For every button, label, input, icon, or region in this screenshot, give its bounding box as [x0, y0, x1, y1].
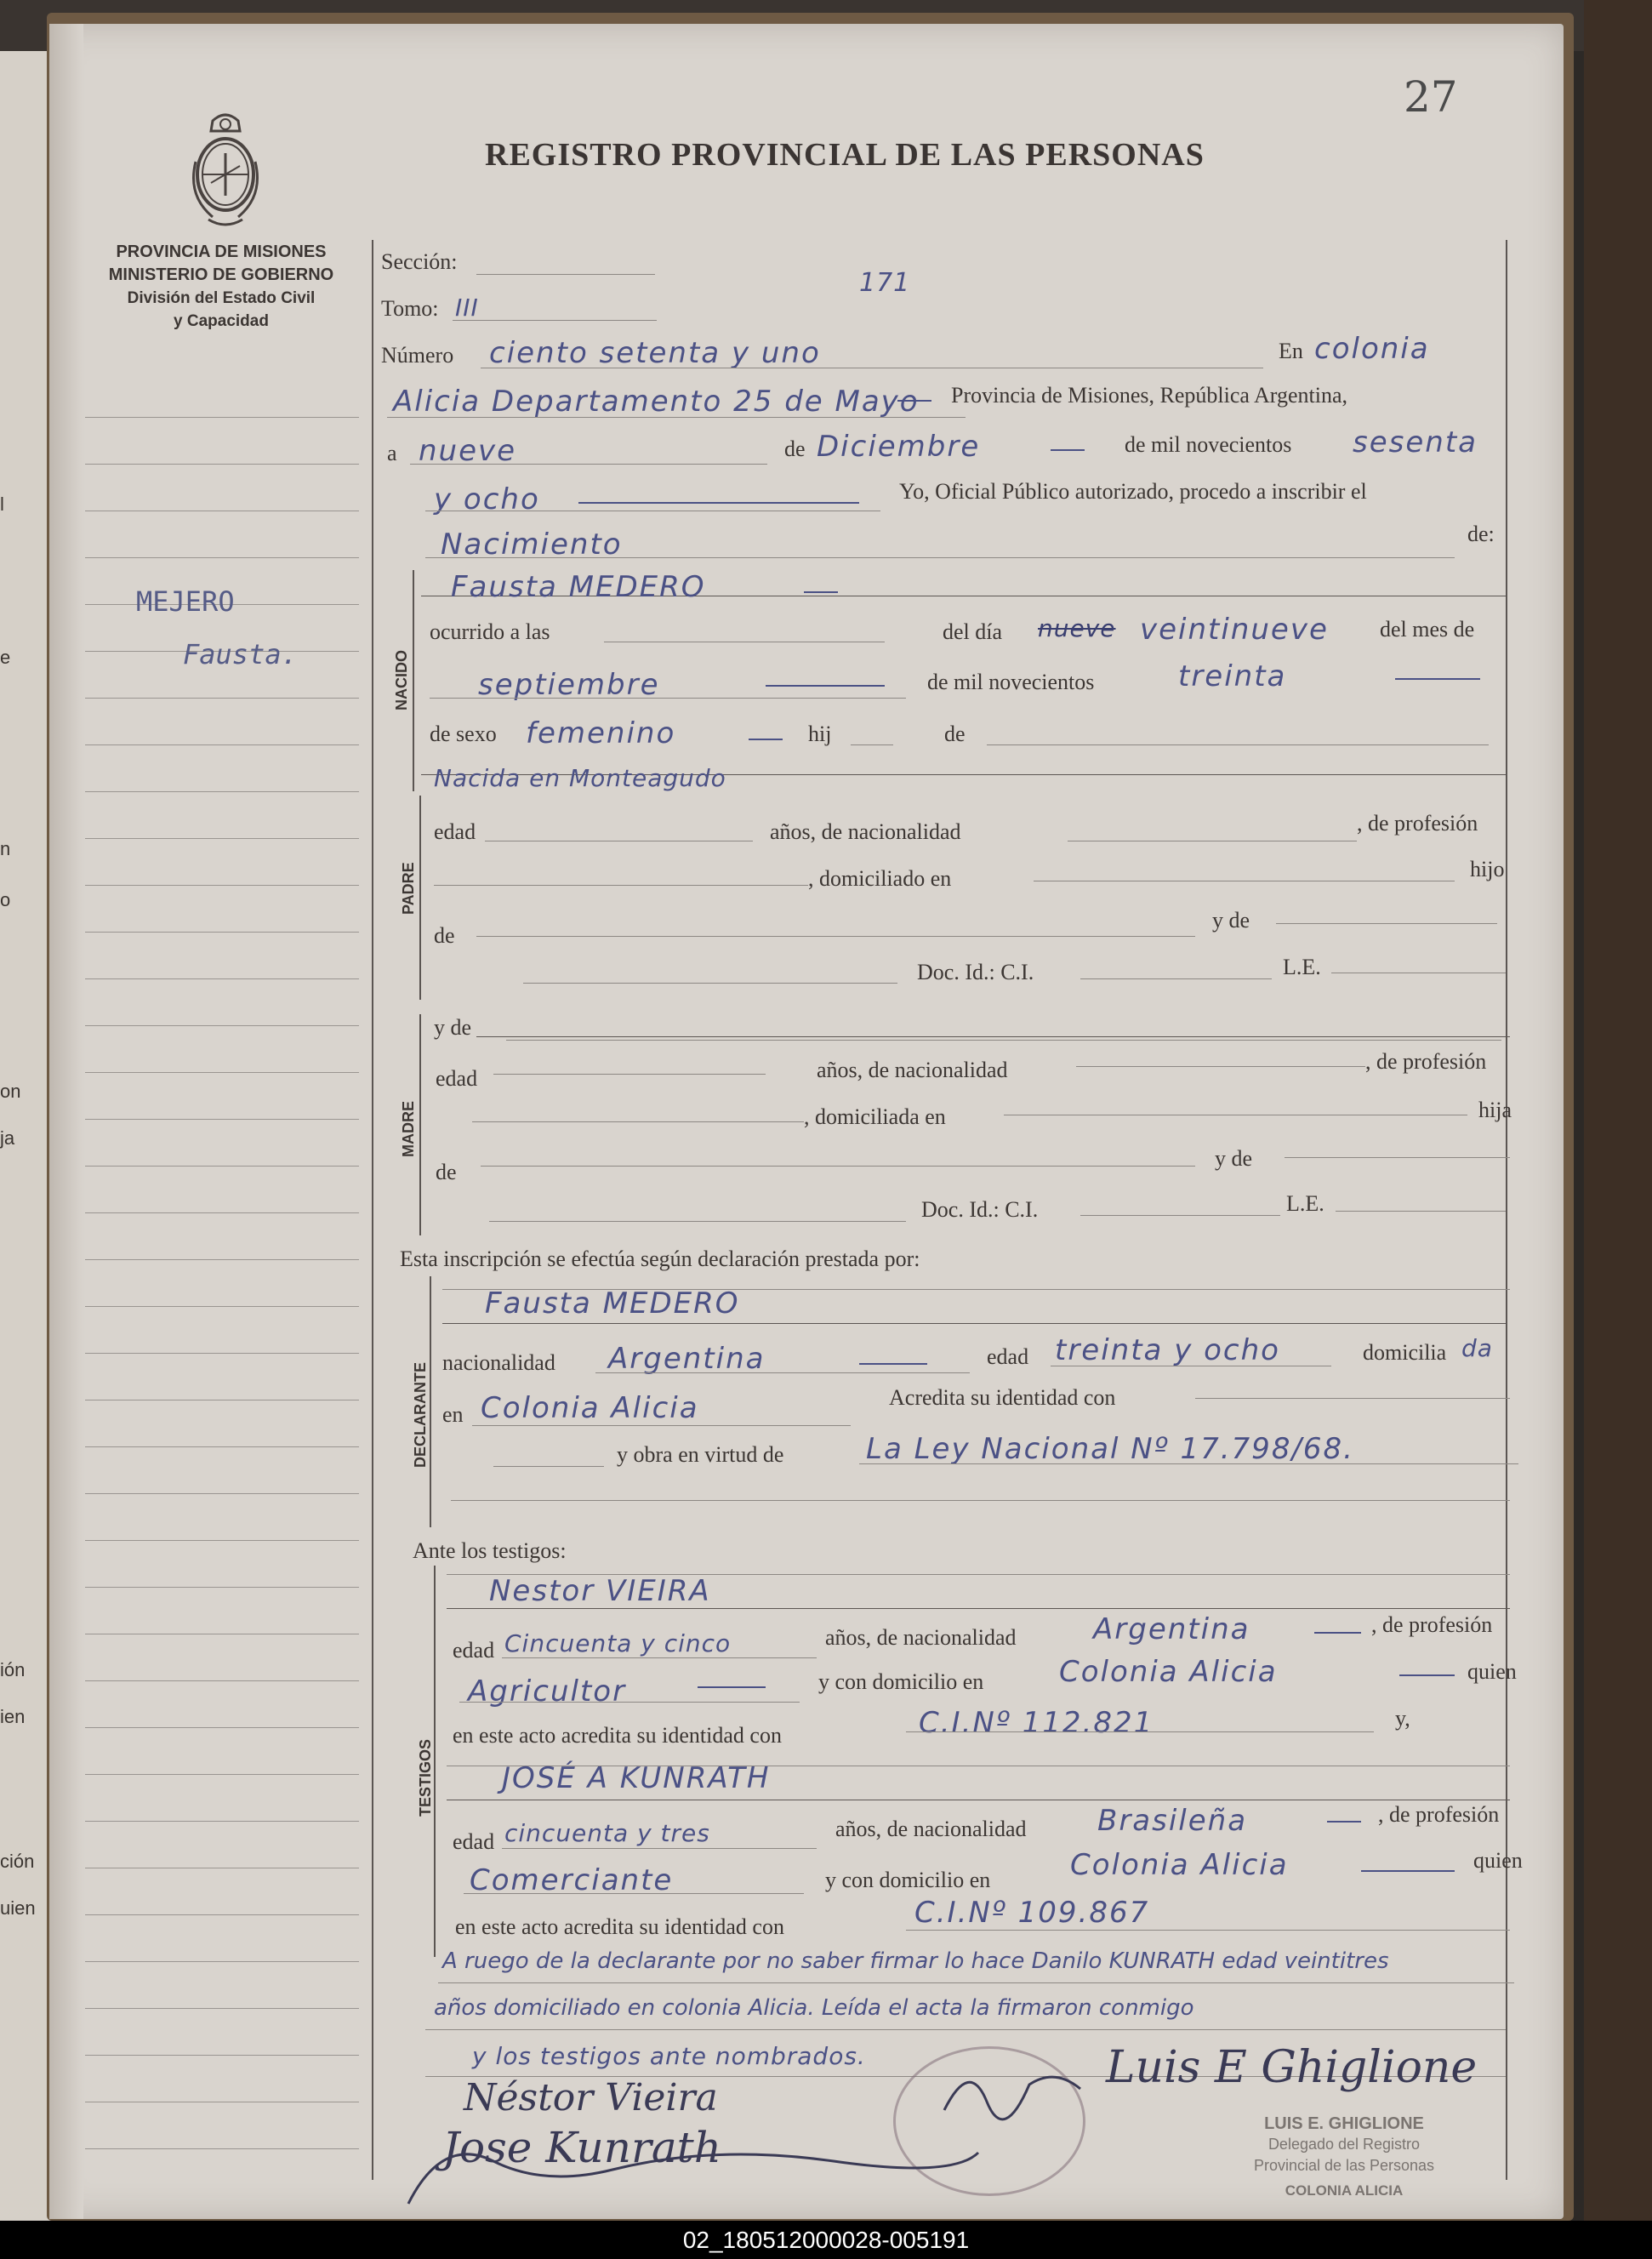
- testigo1-name: Nestor VIEIRA: [489, 1574, 711, 1608]
- padre-label: PADRE: [400, 862, 417, 915]
- stamp-line: Provincial de las Personas: [1253, 2157, 1435, 2174]
- testigo2-nac-value: Brasileña: [1097, 1804, 1248, 1838]
- page-binding: [49, 24, 83, 2219]
- signature-testigo1: Néstor Vieira: [464, 2076, 718, 2119]
- fragment: l: [0, 493, 4, 515]
- testigo2-name: JOSÉ A KUNRATH: [502, 1761, 771, 1795]
- testigo1-prof-value: Agricultor: [468, 1674, 627, 1709]
- filiation-line: [987, 744, 1489, 745]
- declarante-name: Fausta MEDERO: [485, 1286, 740, 1321]
- declarante-edad-value: treinta y ocho: [1055, 1333, 1280, 1367]
- declarante-en-value: Colonia Alicia: [481, 1391, 699, 1425]
- page-number: 27: [1404, 72, 1458, 122]
- numero-value: ciento setenta y uno: [489, 336, 821, 370]
- signature-scribble: [936, 2051, 1089, 2136]
- declarante-acredita-line: [1195, 1398, 1510, 1399]
- filiation-de-label: de: [944, 722, 966, 746]
- padre-le-label: L.E.: [1283, 955, 1321, 979]
- day-prefix: a: [387, 441, 397, 465]
- fill-dash: [859, 1363, 927, 1365]
- institution-line: PROVINCIA DE MISIONES: [116, 242, 327, 261]
- fragment: ja: [0, 1127, 15, 1149]
- anio-value: treinta: [1178, 659, 1287, 693]
- declarante-domicilia-suffix: da: [1461, 1334, 1493, 1362]
- testigo1-edad-label: edad: [453, 1638, 495, 1663]
- madre-doc-label: Doc. Id.: C.I.: [921, 1197, 1039, 1222]
- fill-dash: [1395, 678, 1480, 680]
- hij-label: hij: [808, 722, 832, 746]
- institution-line: y Capacidad: [174, 312, 269, 330]
- fill-dash: [749, 739, 783, 740]
- acto-value: Nacimiento: [441, 528, 623, 562]
- year-text: de mil novecientos: [1125, 432, 1292, 457]
- declarante-en-label: en: [442, 1402, 464, 1427]
- testigo2-anios-label: años, de nacionalidad: [835, 1817, 1027, 1841]
- declarante-obra-value: La Ley Nacional Nº 17.798/68.: [866, 1432, 1354, 1466]
- fragment: uien: [0, 1897, 36, 1919]
- mes-value: septiembre: [478, 668, 660, 702]
- madre-hija-label: hija: [1478, 1098, 1512, 1122]
- province-text: Provincia de Misiones, República Argentina,: [951, 383, 1347, 408]
- padre-yde-line: [1276, 923, 1497, 924]
- seccion-line: [476, 274, 655, 275]
- hij-line: [851, 744, 893, 745]
- nacido-note: Nacida en Monteagudo: [434, 764, 726, 792]
- testigo2-acredita-label: en este acto acredita su identidad con: [455, 1914, 784, 1939]
- fragment: e: [0, 647, 11, 668]
- tomo-label: Tomo:: [381, 296, 439, 321]
- year-value: sesenta: [1353, 425, 1478, 459]
- background-right: [1584, 0, 1652, 2259]
- fragment: n: [0, 838, 11, 859]
- testigo1-acredita-label: en este acto acredita su identidad con: [453, 1723, 782, 1748]
- previous-page-edge: [0, 51, 53, 2229]
- madre-le-label: L.E.: [1286, 1191, 1324, 1216]
- footer-image-id: 02_180512000028-005191: [0, 2221, 1652, 2259]
- ocurrido-label: ocurrido a las: [430, 619, 550, 644]
- testigo1-nac-value: Argentina: [1093, 1612, 1250, 1646]
- margin-surname: MEJERO: [136, 585, 235, 618]
- fill-dash: [804, 591, 838, 593]
- declarante-obra-label: y obra en virtud de: [617, 1442, 784, 1467]
- declarante-nac-value: Argentina: [608, 1342, 766, 1376]
- declarante-nac-label: nacionalidad: [442, 1350, 555, 1375]
- testigo1-dom-value: Colonia Alicia: [1059, 1655, 1278, 1689]
- en-value: colonia: [1314, 332, 1430, 366]
- madre-ci-line: [1080, 1215, 1280, 1216]
- madre-nac-line: [1076, 1066, 1365, 1067]
- place-value: Alicia Departamento 25 de Mayo: [393, 385, 920, 419]
- fragment: ien: [0, 1706, 26, 1727]
- testigo1-ci-value: C.I.Nº 112.821: [919, 1706, 1154, 1740]
- testigo2-prof-value: Comerciante: [470, 1863, 674, 1897]
- testigo2-profesion-label: , de profesión: [1378, 1802, 1500, 1827]
- padre-doc-label: Doc. Id.: C.I.: [917, 960, 1034, 984]
- testigo1-prof-line: [459, 1702, 800, 1703]
- stamp-line: COLONIA ALICIA: [1285, 2182, 1404, 2199]
- testigo2-quien-label: quien: [1473, 1848, 1523, 1873]
- observacion-rule-1: [438, 1982, 1514, 1983]
- padre-de-line: [476, 936, 1195, 937]
- madre-yde-line: [506, 1040, 1501, 1041]
- fragment: on: [0, 1081, 21, 1102]
- testigo1-quien-label: quien: [1467, 1659, 1517, 1684]
- testigos-intro: Ante los testigos:: [413, 1538, 567, 1563]
- padre-anios-label: años, de nacionalidad: [770, 819, 961, 844]
- madre-label: MADRE: [400, 1101, 417, 1157]
- acto-line: [425, 557, 1455, 558]
- declarante-doc-line: [493, 1466, 604, 1467]
- tomo-line: [453, 320, 657, 321]
- padre-de-label: de: [434, 923, 455, 948]
- fill-dash: [578, 502, 859, 504]
- fill-dash: [1051, 449, 1085, 451]
- observacion-line-3: y los testigos ante nombrados.: [472, 2042, 866, 2070]
- observacion-line-2: años domiciliado en colonia Alicia. Leída el acta la firmaron conmigo: [434, 1995, 1194, 2021]
- testigo1-ci-line: [906, 1731, 1374, 1732]
- stamp-line: LUIS E. GHIGLIONE: [1264, 2114, 1424, 2133]
- testigo2-dom-label: y con domicilio en: [825, 1868, 991, 1892]
- testigo1-name-rule: [447, 1608, 1510, 1609]
- testigo2-edad-label: edad: [453, 1829, 495, 1854]
- padre-doc-line: [523, 983, 897, 984]
- testigo2-ci-value: C.I.Nº 109.867: [914, 1896, 1150, 1930]
- madre-edad-label: edad: [436, 1066, 478, 1091]
- declarante-label: DECLARANTE: [412, 1362, 429, 1468]
- madre-le-line: [1336, 1211, 1506, 1212]
- padre-hijo-label: hijo: [1470, 857, 1505, 881]
- stamp-line: Delegado del Registro: [1267, 2136, 1421, 2153]
- sexo-value: femenino: [526, 716, 676, 750]
- place-line: [387, 417, 966, 418]
- fill-dash: [897, 400, 931, 402]
- anio-label: de mil novecientos: [927, 670, 1095, 694]
- declarante-domicilia-label: domicilia: [1363, 1340, 1447, 1365]
- de-colon-label: de:: [1467, 522, 1495, 546]
- page-title: REGISTRO PROVINCIAL DE LAS PERSONAS: [485, 137, 1205, 173]
- testigo2-edad-line: [502, 1848, 817, 1849]
- declarante-bottom-line: [451, 1500, 1510, 1501]
- dia-value: veintinueve: [1140, 613, 1329, 647]
- madre-de-line: [481, 1166, 1195, 1167]
- year-value-continued: y ocho: [434, 482, 540, 516]
- issuing-institution: [81, 241, 362, 333]
- testigo1-anios-label: años, de nacionalidad: [825, 1625, 1017, 1650]
- madre-profesion-label: , de profesión: [1365, 1049, 1487, 1074]
- signature-flourish: [391, 2110, 987, 2212]
- numero-label: Número: [381, 343, 454, 368]
- padre-yde-label: y de: [1212, 908, 1250, 933]
- sexo-label: de sexo: [430, 722, 497, 746]
- fill-dash: [1314, 1632, 1361, 1634]
- nacido-name: Fausta MEDERO: [451, 570, 706, 604]
- testigo1-y-label: y,: [1395, 1706, 1410, 1731]
- madre-top-rule: [476, 1036, 1510, 1037]
- padre-ci-line: [1080, 978, 1272, 979]
- madre-doc-line: [489, 1221, 906, 1222]
- testigo1-edad-value: Cincuenta y cinco: [504, 1629, 732, 1657]
- testigo2-edad-value: cincuenta y tres: [504, 1819, 710, 1847]
- declarante-nac-line: [595, 1372, 970, 1373]
- declarante-name-rule: [442, 1323, 1506, 1324]
- day-line: [410, 464, 767, 465]
- institution-line: MINISTERIO DE GOBIERNO: [108, 265, 334, 284]
- declarante-acredita-label: Acredita su identidad con: [889, 1385, 1116, 1410]
- de-label: de: [784, 436, 806, 461]
- madre-yde-label: y de: [434, 1015, 472, 1040]
- oficial-text: Yo, Oficial Público autorizado, procedo a inscribir el: [899, 479, 1367, 504]
- testigos-label: TESTIGOS: [417, 1738, 434, 1817]
- seccion-label: Sección:: [381, 249, 458, 274]
- testigo1-edad-line: [502, 1657, 817, 1658]
- signature-testigo2: Jose Kunrath: [442, 2123, 721, 2172]
- nacido-label: NACIDO: [393, 650, 410, 710]
- margin-given-name: Fausta.: [183, 638, 298, 670]
- declarante-obra-line: [859, 1463, 1518, 1464]
- testigo2-prof-line: [464, 1893, 804, 1894]
- mes-label: del mes de: [1380, 617, 1475, 642]
- testigo2-dom-value: Colonia Alicia: [1070, 1848, 1289, 1882]
- fill-dash: [766, 685, 885, 687]
- madre-de-label: de: [436, 1160, 457, 1184]
- declaracion-text: Esta inscripción se efectúa según declaración prestada por:: [400, 1246, 920, 1271]
- madre-prof-line: [472, 1121, 804, 1122]
- testigo1-profesion-label: , de profesión: [1371, 1612, 1493, 1637]
- declarante-edad-label: edad: [987, 1344, 1029, 1369]
- fill-dash: [1361, 1870, 1455, 1872]
- tomo-value: III: [455, 294, 479, 322]
- padre-profesion-label: , de profesión: [1357, 811, 1478, 836]
- madre-anios-label: años, de nacionalidad: [817, 1058, 1008, 1082]
- fragment: ción: [0, 1851, 35, 1872]
- dia-label: del día: [943, 619, 1003, 644]
- mes-line: [430, 698, 906, 699]
- madre-domiciliada-label: , domiciliada en: [804, 1104, 946, 1129]
- day-value: nueve: [419, 434, 517, 468]
- madre-yde2-label: y de: [1215, 1146, 1253, 1171]
- register-annotation: 171: [859, 268, 911, 298]
- institution-line: División del Estado Civil: [127, 289, 316, 307]
- padre-edad-label: edad: [434, 819, 476, 844]
- month-value: Diciembre: [817, 430, 981, 464]
- madre-yde2-line: [1285, 1157, 1510, 1158]
- coat-of-arms-icon: [187, 111, 264, 238]
- fragment: o: [0, 889, 11, 910]
- en-label: En: [1279, 339, 1303, 363]
- observacion-line-1: A ruego de la declarante por no saber firmar lo hace Danilo KUNRATH edad veintitres: [442, 1948, 1389, 1974]
- declarante-en-line: [472, 1425, 851, 1426]
- fill-dash: [698, 1686, 766, 1688]
- fill-dash: [1327, 1821, 1361, 1823]
- madre-edad-line: [493, 1074, 766, 1075]
- fragment: ión: [0, 1659, 26, 1680]
- fill-dash: [1399, 1674, 1455, 1676]
- testigo2-ci-line: [906, 1930, 1510, 1931]
- signature-oficial: Luis E Ghiglione: [1106, 2042, 1478, 2093]
- crossed-out-text: nueve: [1038, 614, 1116, 642]
- padre-domiciliado-label: , domiciliado en: [808, 866, 952, 891]
- padre-prof-line: [434, 885, 808, 886]
- observacion-rule-2: [425, 2029, 1506, 2030]
- testigo1-dom-label: y con domicilio en: [818, 1669, 984, 1694]
